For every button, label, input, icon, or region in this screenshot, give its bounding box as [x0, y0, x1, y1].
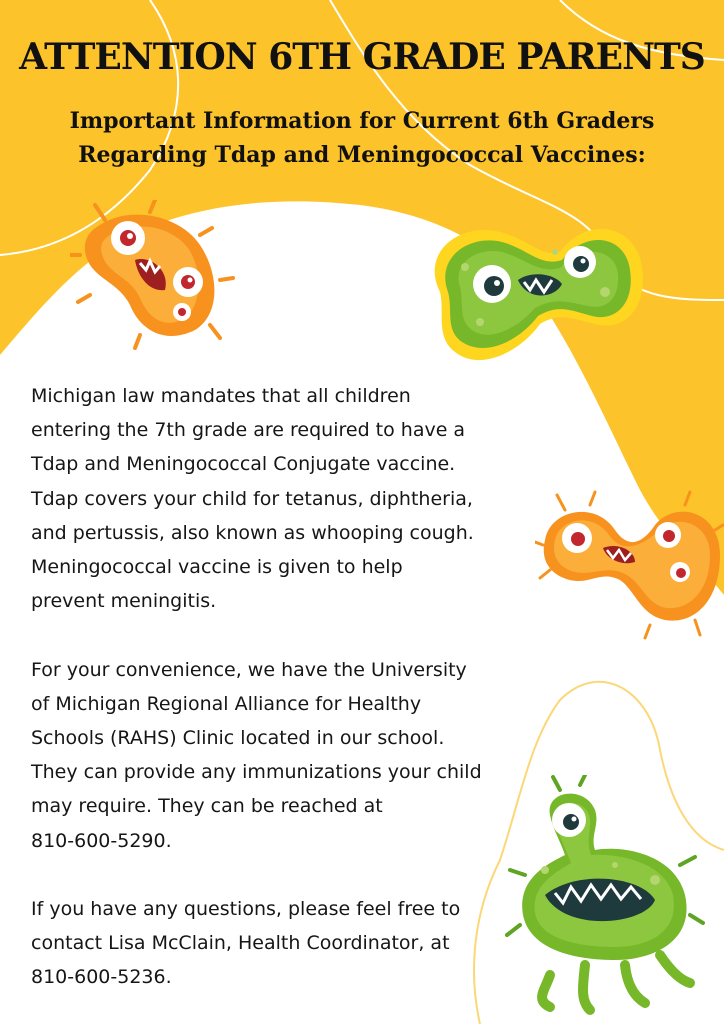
text-line: Tdap covers your child for tetanus, diphtheria, — [31, 487, 473, 510]
page-subtitle — [0, 104, 724, 172]
green-monster-germ-icon — [505, 775, 705, 1015]
text-line: Michigan law mandates that all children — [31, 385, 411, 407]
text-line: may require. They can be reached at — [31, 795, 383, 818]
text-line: They can provide any immunizations your child — [31, 761, 482, 784]
text-line: Schools (RAHS) Clinic located in our school. — [31, 727, 445, 750]
body-text — [31, 379, 531, 995]
text-line: of Michigan Regional Alliance for Healthy — [31, 692, 422, 715]
paragraph-gap — [31, 618, 531, 652]
clinic-phone: 810-600-5290. — [31, 829, 172, 852]
paragraph-gap — [31, 858, 531, 892]
text-line: For your convenience, we have the University — [31, 658, 467, 681]
text-line: entering the 7th grade are required to have a — [31, 419, 466, 442]
text-line: Tdap and Meningococcal Conjugate vaccine. — [31, 453, 456, 476]
text-line: If you have any questions, please feel free to — [31, 898, 461, 921]
orange-germ-icon — [70, 200, 235, 350]
page-title: ATTENTION 6TH GRADE PARENTS — [19, 36, 705, 78]
subtitle-line: Important Information for Current 6th Graders — [69, 108, 655, 134]
text-line: contact Lisa McClain, Health Coordinator, at — [31, 932, 450, 955]
text-line: Meningococcal vaccine is given to help — [31, 556, 403, 579]
text-line: prevent meningitis. — [31, 590, 217, 613]
orange-double-germ-icon — [535, 490, 724, 640]
text-line: and pertussis, also known as whooping cough. — [31, 521, 474, 544]
coordinator-phone: 810-600-5236. — [31, 966, 172, 989]
subtitle-line: Regarding Tdap and Meningococcal Vaccines: — [78, 142, 646, 168]
green-germ-icon — [420, 212, 645, 372]
